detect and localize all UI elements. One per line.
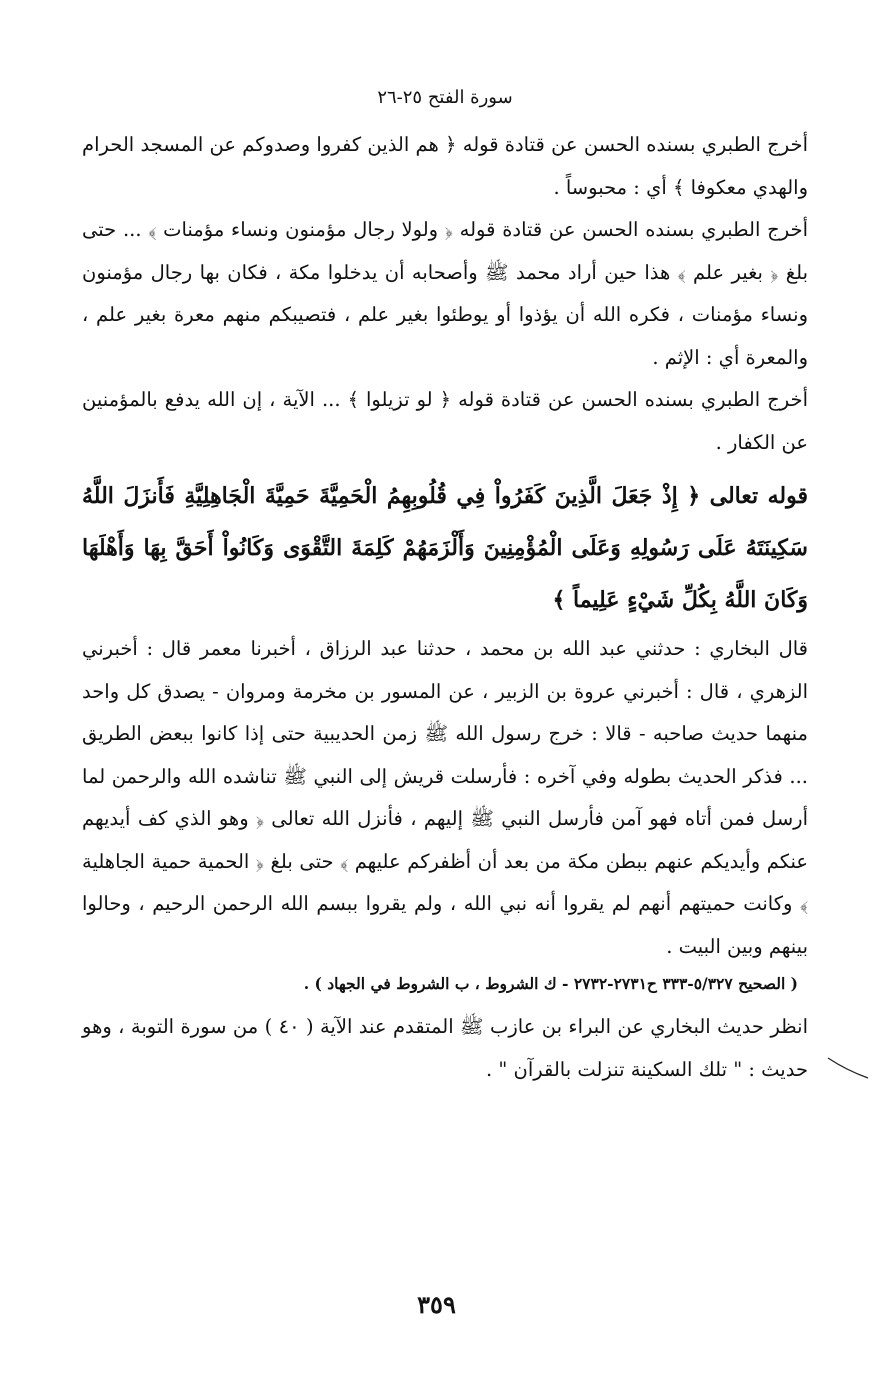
hadith-reference: ( الصحيح ٥/٣٢٧-٣٣٣ ح٢٧٣١-٢٧٣٢ - ك الشروط ، ب الشروط في الجهاد ) .: [303, 974, 798, 993]
paragraph-tabari-2: أخرج الطبري بسنده الحسن عن قتادة قوله ﴿ ولولا رجال مؤمنون ونساء مؤمنات ﴾ ... حتى بلغ ﴿ بغير علم ﴾ هذا حين أراد محمد ﷺ وأصحابه أن يدخلوا مكة ، فكان بها رجال مؤمنون ونساء مؤمنات ، فكره الله أن يؤذوا أو يوطئوا بغير علم ، فتصيبكم منهم معرة بغير علم ، والمعرة أي : الإثم .: [82, 218, 808, 369]
paragraph-closing-note: انظر حديث البخاري عن البراء بن عازب ﷺ المتقدم عند الآية ( ٤٠ ) من سورة التوبة ، وهو حديث : " تلك السكينة تنزلت بالقرآن " .: [82, 1015, 808, 1081]
margin-pen-stroke: [826, 1056, 870, 1080]
paragraph-bukhari-hadith: قال البخاري : حدثني عبد الله بن محمد ، حدثنا عبد الرزاق ، أخبرنا معمر قال : أخبرني الزهري ، قال : أخبرني عروة بن الزبير ، عن المسور بن مخرمة ومروان - يصدق كل واحد منهما حديث صاحبه - قالا : خرج رسول الله ﷺ زمن الحديبية حتى إذا كانوا ببعض الطريق ... فذكر الحديث بطوله وفي آخره : فأرسلت قريش إلى النبي ﷺ تناشده الله والرحمن لما أرسل فمن أتاه فهو آمن فأرسل النبي ﷺ إليهم ، فأنزل الله تعالى ﴿ وهو الذي كف أيديهم عنكم وأيديكم عنهم ببطن مكة من بعد أن أظفركم عليهم ﴾ حتى بلغ ﴿ الحمية حمية الجاهلية ﴾ وكانت حميتهم أنهم لم يقروا أنه نبي الله ، ولم يقروا ببسم الله الرحمن الرحيم ، وحالوا بينهم وبين البيت .: [82, 637, 808, 958]
running-header: سورة الفتح ٢٥-٢٦: [377, 87, 513, 108]
paragraph-tabari-3: أخرج الطبري بسنده الحسن عن قتادة قوله ﴿ لو تزيلوا ﴾ ... الآية ، إن الله يدفع بالمؤمنين عن الكفار .: [82, 388, 808, 454]
page-number: ٣٥٩: [417, 1290, 456, 1319]
page-body: [82, 124, 808, 1091]
quran-verse: قوله تعالى ﴿ إِذْ جَعَلَ الَّذِينَ كَفَرُواْ فِي قُلُوبِهِمُ الْحَمِيَّةَ حَمِيَّةَ الْجَاهِلِيَّةِ فَأَنزَلَ اللَّهُ سَكِينَتَهُ عَلَى رَسُولِهِ وَعَلَى الْمُؤْمِنِينَ وَأَلْزَمَهُمْ كَلِمَةَ التَّقْوَى وَكَانُواْ أَحَقَّ بِهَا وَأَهْلَهَا وَكَانَ اللَّهُ بِكُلِّ شَيْءٍ عَلِيماً ﴾: [82, 483, 808, 613]
paragraph-tabari-1: أخرج الطبري بسنده الحسن عن قتادة قوله ﴿ هم الذين كفروا وصدوكم عن المسجد الحرام والهدي معكوفا ﴾ أي : محبوساً .: [82, 133, 808, 199]
